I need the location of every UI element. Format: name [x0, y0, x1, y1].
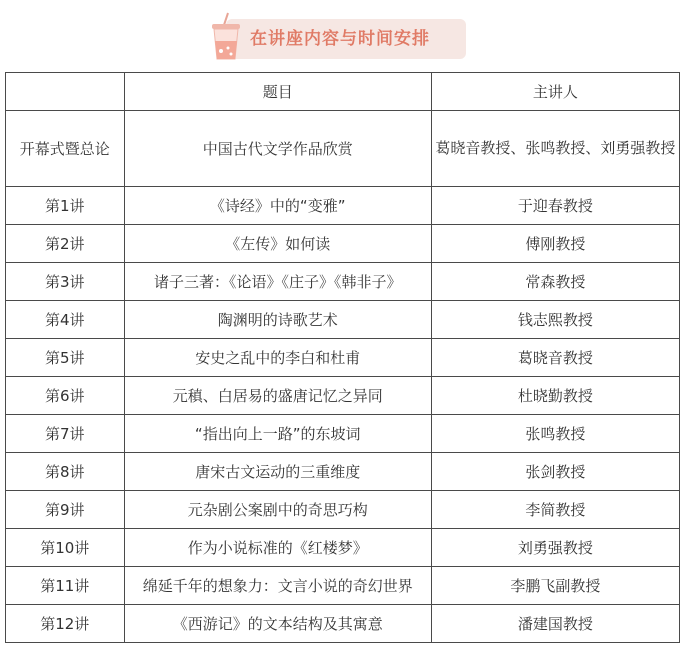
- speaker-cell: 李鹏飞副教授: [431, 567, 679, 605]
- session-cell: 第11讲: [6, 567, 125, 605]
- speaker-cell: 于迎春教授: [431, 187, 679, 225]
- topic-cell: 安史之乱中的李白和杜甫: [124, 339, 431, 377]
- table-row: [6, 111, 680, 187]
- header-session: [6, 73, 125, 111]
- session-cell: 第5讲: [6, 339, 125, 377]
- session-cell: 第10讲: [6, 529, 125, 567]
- topic-cell: 《左传》如何读: [124, 225, 431, 263]
- session-cell: 第8讲: [6, 453, 125, 491]
- session-cell: 第12讲: [6, 605, 125, 643]
- topic-cell: 陶渊明的诗歌艺术: [124, 301, 431, 339]
- table-row: [6, 529, 680, 567]
- table-row: [6, 339, 680, 377]
- topic-cell: 《西游记》的文本结构及其寓意: [124, 605, 431, 643]
- session-cell: 第6讲: [6, 377, 125, 415]
- lecture-schedule-table: [5, 72, 680, 643]
- table-row: [6, 605, 680, 643]
- table-row: [6, 415, 680, 453]
- table-row: [6, 301, 680, 339]
- table-row: [6, 377, 680, 415]
- speaker-cell: 葛晓音教授、张鸣教授、刘勇强教授: [431, 111, 679, 187]
- topic-cell: 诸子三著：《论语》《庄子》《韩非子》: [124, 263, 431, 301]
- topic-cell: 唐宋古文运动的三重维度: [124, 453, 431, 491]
- header-topic: 题目: [124, 73, 431, 111]
- section-banner: [200, 11, 466, 63]
- speaker-cell: 张鸣教授: [431, 415, 679, 453]
- session-cell: 第2讲: [6, 225, 125, 263]
- session-cell: 第3讲: [6, 263, 125, 301]
- speaker-cell: 常森教授: [431, 263, 679, 301]
- topic-cell: 绵延千年的想象力：文言小说的奇幻世界: [124, 567, 431, 605]
- table-row: [6, 567, 680, 605]
- table-row: [6, 225, 680, 263]
- topic-cell: 《诗经》中的“变雅”: [124, 187, 431, 225]
- header-speaker: 主讲人: [431, 73, 679, 111]
- speaker-cell: 钱志熙教授: [431, 301, 679, 339]
- speaker-cell: 葛晓音教授: [431, 339, 679, 377]
- banner-title: 在讲座内容与时间安排: [250, 29, 430, 49]
- speaker-cell: 李简教授: [431, 491, 679, 529]
- speaker-cell: 潘建国教授: [431, 605, 679, 643]
- session-cell: 第9讲: [6, 491, 125, 529]
- session-cell: 第4讲: [6, 301, 125, 339]
- topic-cell: 元杂剧公案剧中的奇思巧构: [124, 491, 431, 529]
- speaker-cell: 杜晓勤教授: [431, 377, 679, 415]
- topic-cell: 作为小说标准的《红楼梦》: [124, 529, 431, 567]
- speaker-cell: 张剑教授: [431, 453, 679, 491]
- table-row: [6, 453, 680, 491]
- session-cell: 第7讲: [6, 415, 125, 453]
- session-cell: 第1讲: [6, 187, 125, 225]
- speaker-cell: 傅刚教授: [431, 225, 679, 263]
- table-row: [6, 263, 680, 301]
- table-row: [6, 187, 680, 225]
- session-cell: 开幕式暨总论: [6, 111, 125, 187]
- topic-cell: “指出向上一路”的东坡词: [124, 415, 431, 453]
- speaker-cell: 刘勇强教授: [431, 529, 679, 567]
- topic-cell: 中国古代文学作品欣赏: [124, 111, 431, 187]
- table-header-row: [6, 73, 680, 111]
- topic-cell: 元稹、白居易的盛唐记忆之异同: [124, 377, 431, 415]
- drink-cup-icon: [206, 11, 246, 63]
- table-row: [6, 491, 680, 529]
